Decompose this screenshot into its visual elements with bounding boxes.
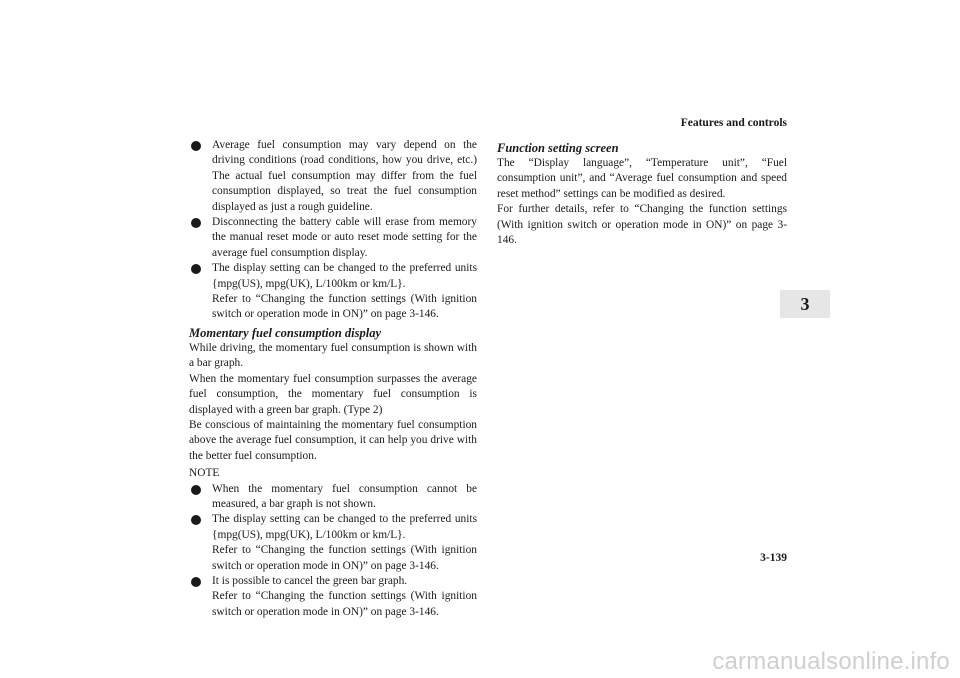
- bullet-text: When the momentary fuel consumption cannot be measured, a bar graph is not shown.: [212, 482, 477, 510]
- bullet-text: The display setting can be changed to the preferred units {mpg(US), mpg(UK), L/100km or km/L}.: [212, 513, 477, 541]
- bullet-text: Disconnecting the battery cable will erase from memory the manual reset mode or auto reset mode setting for the average fuel consumption display.: [212, 216, 477, 259]
- body-paragraph: When the momentary fuel consumption surpasses the average fuel consumption, the momentary fuel consumption is displayed with a green bar graph. (Type 2): [189, 372, 477, 416]
- body-paragraph: While driving, the momentary fuel consumption is shown with a bar graph.: [189, 341, 477, 370]
- bullet-item: [189, 138, 477, 215]
- section-heading: Function setting screen: [497, 141, 619, 155]
- note-bullet-item: [189, 574, 477, 620]
- right-column: [497, 138, 787, 248]
- bullet-dot-icon: [191, 485, 201, 495]
- chapter-tab: [780, 290, 830, 318]
- bullet-dot-icon: [191, 577, 201, 587]
- bullet-text: It is possible to cancel the green bar graph.: [212, 574, 408, 587]
- page-number: 3-139: [760, 552, 787, 564]
- bullet-dot-icon: [191, 218, 201, 228]
- bullet-dot-icon: [191, 515, 201, 525]
- body-paragraph: Be conscious of maintaining the momentary fuel consumption above the average fuel consumption, it can help you drive with the better fuel consumption.: [189, 418, 477, 462]
- bullet-item: [189, 215, 477, 261]
- body-paragraph: The “Display language”, “Temperature unit”, “Fuel consumption unit”, and “Average fuel consumption and speed reset method” settings can be modified as desired.: [497, 157, 787, 200]
- chapter-number: 3: [800, 293, 810, 314]
- left-column: [189, 138, 477, 620]
- bullet-text: Average fuel consumption may vary depend on the driving conditions (road conditions, how you drive, etc.) The actual fuel consumption may differ from the fuel consumption displayed, so treat the fuel consumption displayed as just a rough guideline.: [212, 139, 477, 213]
- bullet-text: The display setting can be changed to the preferred units {mpg(US), mpg(UK), L/100km or km/L}.: [212, 262, 477, 290]
- note-label: NOTE: [189, 467, 220, 480]
- bullet-item: [189, 261, 477, 323]
- bullet-dot-icon: [191, 264, 201, 274]
- note-bullet-item: [189, 512, 477, 574]
- bullet-dot-icon: [191, 141, 201, 151]
- section-heading: Momentary fuel consumption display: [189, 325, 382, 340]
- body-paragraph: For further details, refer to “Changing the function settings (With ignition switch or operation mode in ON)” on page 3-146.: [497, 203, 787, 247]
- note-bullet-item: [189, 482, 477, 513]
- cross-reference: Refer to “Changing the function settings (With ignition switch or operation mode in ON)” on page 3-146.: [212, 544, 477, 572]
- cross-reference: Refer to “Changing the function settings (With ignition switch or operation mode in ON)” on page 3-146.: [212, 293, 477, 321]
- watermark-logo: carmanualsonline.info: [712, 648, 950, 675]
- page-header-title: Features and controls: [680, 117, 787, 129]
- cross-reference: Refer to “Changing the function settings (With ignition switch or operation mode in ON)” on page 3-146.: [212, 590, 477, 618]
